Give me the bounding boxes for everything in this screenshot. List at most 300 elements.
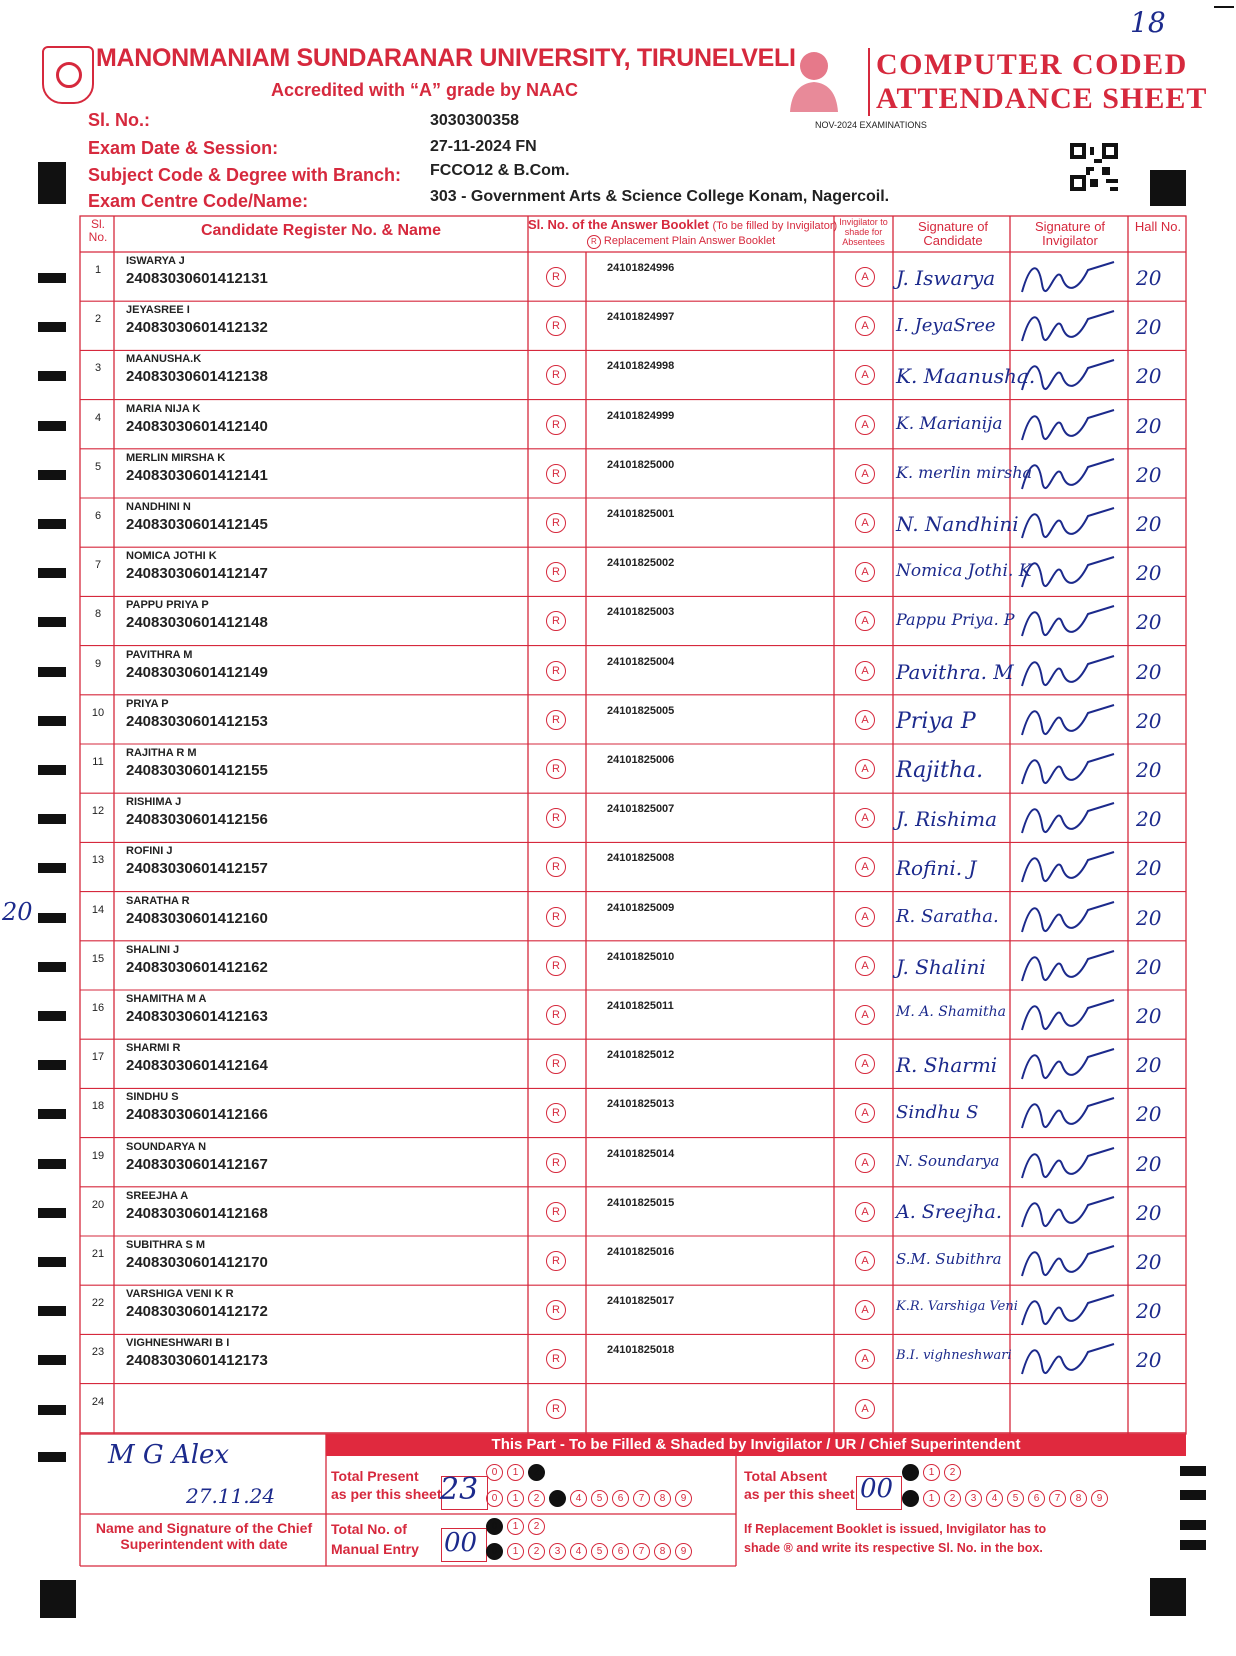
absent-bubble[interactable]: A xyxy=(855,710,875,730)
page-number: 18 xyxy=(1130,6,1166,39)
row-sl: 4 xyxy=(94,411,102,424)
row-sl: 5 xyxy=(94,460,102,473)
digit-bubble[interactable]: 1 xyxy=(507,1464,524,1481)
register-number: 24083030601412141 xyxy=(126,466,268,484)
digit-bubble[interactable]: 7 xyxy=(633,1543,650,1560)
replacement-bubble[interactable]: R xyxy=(546,562,566,582)
absent-bubble[interactable]: A xyxy=(855,1202,875,1222)
register-number: 24083030601412147 xyxy=(126,565,268,583)
timing-mark xyxy=(38,1405,66,1415)
digit-bubble[interactable]: 0 xyxy=(486,1464,503,1481)
date-value: 27-11-2024 FN xyxy=(430,138,537,155)
hall-number: 20 xyxy=(1136,1200,1162,1225)
timing-mark xyxy=(38,814,66,824)
timing-mark xyxy=(38,273,66,283)
candidate-signature: N. Soundarya xyxy=(896,1151,1000,1170)
hall-number: 20 xyxy=(1136,364,1162,389)
register-number: 24083030601412149 xyxy=(126,663,268,681)
invigilator-signature xyxy=(1016,994,1120,1038)
header-sig-candidate: Signature of Candidate xyxy=(917,219,989,249)
timing-mark xyxy=(38,1060,66,1070)
replacement-bubble[interactable]: R xyxy=(546,316,566,336)
absent-bubble[interactable]: A xyxy=(855,1399,875,1419)
register-number: 24083030601412156 xyxy=(126,811,268,829)
booklet-number: 24101824998 xyxy=(607,360,675,373)
digit-bubble[interactable]: 0 xyxy=(902,1464,919,1481)
candidate-signature: S.M. Subithra xyxy=(896,1250,1002,1268)
header-invig-shade: Invigilator to shade for Absentees xyxy=(839,217,888,247)
candidate-name: RAJITHA R M xyxy=(126,747,197,759)
candidate-name: SINDHU S xyxy=(126,1091,179,1104)
absent-label-2: as per this sheet xyxy=(744,1486,855,1502)
register-number: 24083030601412170 xyxy=(126,1254,268,1271)
sheet-title-line1: COMPUTER CODED xyxy=(876,48,1188,81)
replacement-bubble[interactable]: R xyxy=(546,1399,566,1419)
candidate-name: JEYASREE I xyxy=(126,304,190,317)
digit-bubble[interactable]: 2 xyxy=(944,1490,961,1507)
timing-mark xyxy=(38,1306,66,1316)
replacement-bubble[interactable]: R xyxy=(546,1202,566,1222)
candidate-signature: Sindhu S xyxy=(896,1102,979,1124)
register-number: 24083030601412164 xyxy=(126,1057,268,1075)
absent-value-handwritten: 00 xyxy=(860,1474,894,1504)
accreditation: Accredited with “A” grade by NAAC xyxy=(271,80,579,100)
candidate-signature: Pappu Priya. P xyxy=(896,610,1015,630)
header-booklet-note: (To be filled by Invigilator) xyxy=(712,220,838,232)
replacement-bubble[interactable]: R xyxy=(546,365,566,385)
candidate-name: SHAMITHA M A xyxy=(126,993,207,1005)
register-number: 24083030601412162 xyxy=(126,958,268,976)
hall-number: 20 xyxy=(1136,807,1162,832)
register-number: 24083030601412132 xyxy=(126,319,268,337)
timing-mark xyxy=(1180,1490,1206,1500)
absent-bubble[interactable]: A xyxy=(855,316,875,336)
header-booklet xyxy=(528,217,838,232)
invigilator-signature xyxy=(1016,1289,1120,1333)
absent-bubble[interactable]: A xyxy=(855,759,875,779)
university-name: MANONMANIAM SUNDARANAR UNIVERSITY, TIRUNELVELI xyxy=(96,44,796,72)
booklet-number: 24101825001 xyxy=(607,508,675,520)
booklet-number: 24101825003 xyxy=(607,606,675,619)
candidate-signature: R. Sharmi xyxy=(896,1053,998,1078)
register-number: 24083030601412173 xyxy=(126,1352,268,1370)
row-sl: 7 xyxy=(94,559,102,572)
timing-mark xyxy=(38,667,66,677)
centre-label: Exam Centre Code/Name: xyxy=(88,191,309,211)
timing-mark xyxy=(1180,1540,1206,1550)
booklet-number: 24101824997 xyxy=(607,311,675,324)
candidate-signature: N. Nandhini xyxy=(896,512,1019,536)
replacement-bubble[interactable]: R xyxy=(546,1103,566,1123)
invigilator-signature xyxy=(1016,1191,1120,1235)
replacement-bubble[interactable]: R xyxy=(546,759,566,779)
row-sl: 18 xyxy=(91,1100,105,1113)
hall-number: 20 xyxy=(1136,905,1162,930)
invigilator-signature xyxy=(1016,551,1120,595)
invigilator-signature xyxy=(1016,404,1120,448)
absent-label-1: Total Absent xyxy=(744,1468,828,1484)
digit-bubble[interactable]: 2 xyxy=(528,1543,545,1560)
present-label-1: Total Present xyxy=(331,1468,419,1484)
candidate-signature: K. Marianija xyxy=(896,413,1003,434)
digit-bubble[interactable]: 0 xyxy=(486,1518,503,1535)
replacement-bubble[interactable]: R xyxy=(546,661,566,681)
timing-mark xyxy=(38,470,66,480)
digit-bubble[interactable]: 8 xyxy=(654,1490,671,1507)
digit-bubble[interactable]: 9 xyxy=(675,1490,692,1507)
invigilator-signature xyxy=(1016,502,1120,546)
digit-bubble[interactable]: 9 xyxy=(1091,1490,1108,1507)
invigilator-signature xyxy=(1016,600,1120,644)
hall-number: 20 xyxy=(1136,266,1162,290)
timing-mark xyxy=(38,568,66,578)
register-number: 24083030601412157 xyxy=(126,860,268,878)
absent-bubble[interactable]: A xyxy=(855,1103,875,1123)
row-sl: 14 xyxy=(91,903,105,916)
digit-bubble[interactable]: 9 xyxy=(675,1543,692,1560)
timing-mark xyxy=(1180,1520,1206,1530)
digit-bubble[interactable]: 8 xyxy=(1070,1490,1087,1507)
timing-mark xyxy=(38,617,66,627)
timing-mark xyxy=(38,1011,66,1021)
hall-number: 20 xyxy=(1136,315,1162,340)
candidate-signature: Rajitha. xyxy=(896,758,984,783)
candidate-name: ROFINI J xyxy=(126,845,173,858)
booklet-number: 24101825002 xyxy=(607,557,675,570)
absent-bubble[interactable]: A xyxy=(855,1300,875,1320)
digit-bubble[interactable]: 6 xyxy=(1028,1490,1045,1507)
row-sl: 10 xyxy=(91,706,105,719)
row-sl: 19 xyxy=(91,1149,105,1162)
digit-bubble[interactable]: 4 xyxy=(570,1490,587,1507)
digit-bubble[interactable]: 2 xyxy=(528,1464,545,1481)
invigilator-signature xyxy=(1016,1338,1120,1382)
absent-bubble[interactable]: A xyxy=(855,661,875,681)
candidate-name: VARSHIGA VENI K R xyxy=(126,1288,234,1301)
hall-number: 20 xyxy=(1136,1053,1162,1078)
row-sl: 15 xyxy=(91,952,105,965)
register-number: 24083030601412145 xyxy=(126,516,268,533)
candidate-signature: Pavithra. M xyxy=(896,659,1014,684)
digit-bubble[interactable]: 0 xyxy=(486,1543,503,1560)
hall-number: 20 xyxy=(1136,1299,1162,1324)
candidate-name: VIGHNESHWARI B I xyxy=(126,1337,230,1350)
subject-label: Subject Code & Degree with Branch: xyxy=(88,165,402,185)
header-booklet-title: Sl. No. of the Answer Booklet xyxy=(528,217,709,232)
manual-value-handwritten: 00 xyxy=(444,1528,478,1558)
header-replacement-text: Replacement Plain Answer Booklet xyxy=(603,235,776,247)
header-hall: Hall No. xyxy=(1134,219,1182,234)
absent-bubble[interactable]: A xyxy=(855,1054,875,1074)
timing-mark xyxy=(38,1159,66,1169)
candidate-name: ISWARYA J xyxy=(126,255,185,267)
register-number: 24083030601412138 xyxy=(126,368,268,386)
candidate-signature: J. Iswarya xyxy=(896,266,996,290)
header-sl: Sl. No. xyxy=(88,217,108,245)
absent-bubble[interactable]: A xyxy=(855,1251,875,1271)
booklet-number: 24101824996 xyxy=(607,262,675,274)
booklet-number: 24101825007 xyxy=(607,803,675,816)
hall-number: 20 xyxy=(1136,561,1162,586)
candidate-name: SARATHA R xyxy=(126,894,190,907)
absent-bubble[interactable]: A xyxy=(855,562,875,582)
replacement-bubble[interactable]: R xyxy=(546,808,566,828)
chief-date-handwritten: 27.11.24 xyxy=(186,1484,276,1508)
replacement-bubble[interactable]: R xyxy=(546,1251,566,1271)
digit-bubble[interactable]: 5 xyxy=(591,1543,608,1560)
timing-mark xyxy=(38,1208,66,1218)
replacement-bubble[interactable]: R xyxy=(546,464,566,484)
booklet-number: 24101825018 xyxy=(607,1344,675,1357)
hall-number: 20 xyxy=(1136,758,1162,782)
invigilator-signature xyxy=(1016,797,1120,841)
candidate-name: NOMICA JOTHI K xyxy=(126,550,217,563)
candidate-signature: Rofini. J xyxy=(896,856,977,881)
absent-bubble[interactable]: A xyxy=(855,611,875,631)
absent-bubble[interactable]: A xyxy=(855,1153,875,1173)
invigilator-signature xyxy=(1016,305,1120,349)
timing-mark xyxy=(38,716,66,726)
digit-bubble[interactable]: 1 xyxy=(507,1518,524,1535)
present-label-2: as per this sheet xyxy=(331,1486,442,1502)
candidate-name: SHALINI J xyxy=(126,943,180,956)
timing-mark xyxy=(38,421,66,431)
row-sl: 21 xyxy=(91,1248,105,1260)
candidate-signature: K. merlin mirsha xyxy=(896,462,1033,482)
candidate-signature: M. A. Shamitha xyxy=(896,1004,1006,1020)
replacement-bubble[interactable]: R xyxy=(546,513,566,533)
register-number: 24083030601412140 xyxy=(126,417,268,435)
hall-number: 20 xyxy=(1136,1348,1162,1373)
digit-bubble[interactable]: 5 xyxy=(591,1490,608,1507)
digit-bubble[interactable]: 8 xyxy=(654,1543,671,1560)
absent-bubble[interactable]: A xyxy=(855,907,875,927)
hall-number: 20 xyxy=(1136,1151,1162,1176)
booklet-number: 24101825012 xyxy=(607,1049,675,1062)
timing-mark xyxy=(38,1452,66,1462)
hall-number: 20 xyxy=(1136,413,1162,438)
centre-value: 303 - Government Arts & Science College Konam, Nagercoil. xyxy=(430,188,890,205)
row-sl: 8 xyxy=(94,608,102,621)
digit-bubble[interactable]: 4 xyxy=(570,1543,587,1560)
row-sl: 1 xyxy=(94,264,102,276)
row-sl: 13 xyxy=(91,854,105,867)
margin-note: 20 xyxy=(2,898,33,926)
row-sl: 2 xyxy=(94,313,102,326)
invigilator-signature xyxy=(1016,699,1120,743)
timing-mark xyxy=(38,1109,66,1119)
candidate-signature: A. Sreejha. xyxy=(896,1200,1002,1223)
invigilator-signature xyxy=(1016,846,1120,890)
booklet-number: 24101825010 xyxy=(607,950,675,963)
invigilator-signature xyxy=(1016,945,1120,989)
header-candidate: Candidate Register No. & Name xyxy=(200,222,442,239)
digit-bubble[interactable]: 0 xyxy=(902,1490,919,1507)
replacement-bubble[interactable]: R xyxy=(546,907,566,927)
row-sl: 12 xyxy=(91,805,105,818)
absent-bubble[interactable]: A xyxy=(855,267,875,287)
candidate-signature: R. Saratha. xyxy=(896,905,999,927)
timing-mark xyxy=(38,1257,66,1267)
booklet-number: 24101824999 xyxy=(607,409,675,422)
register-number: 24083030601412172 xyxy=(126,1303,268,1321)
candidate-name: PRIYA P xyxy=(126,697,169,710)
timing-mark xyxy=(38,962,66,972)
date-label: Exam Date & Session: xyxy=(88,138,279,158)
booklet-number: 24101825006 xyxy=(607,754,675,766)
replacement-bubble[interactable]: R xyxy=(546,267,566,287)
booklet-number: 24101825000 xyxy=(607,458,675,471)
sheet-title-line2: ATTENDANCE SHEET xyxy=(876,82,1208,115)
replacement-bubble[interactable]: R xyxy=(546,857,566,877)
booklet-number: 24101825014 xyxy=(607,1147,675,1160)
timing-mark xyxy=(1180,1466,1206,1476)
hall-number: 20 xyxy=(1136,708,1162,733)
hall-number: 20 xyxy=(1136,856,1162,881)
register-number: 24083030601412160 xyxy=(126,909,268,927)
replacement-bubble[interactable]: R xyxy=(546,1300,566,1320)
timing-mark xyxy=(38,519,66,529)
candidate-name: NANDHINI N xyxy=(126,501,191,513)
timing-mark xyxy=(38,1355,66,1365)
candidate-name: MARIA NIJA K xyxy=(126,402,201,415)
timing-mark xyxy=(38,863,66,873)
candidate-name: SREEJHA A xyxy=(126,1189,189,1202)
digit-bubble[interactable]: 5 xyxy=(1007,1490,1024,1507)
replacement-bubble[interactable]: R xyxy=(546,1349,566,1369)
candidate-signature: K. Maanusha. xyxy=(896,364,1036,389)
digit-bubble[interactable]: 0 xyxy=(486,1490,503,1507)
absent-bubble[interactable]: A xyxy=(855,1349,875,1369)
replacement-bubble[interactable]: R xyxy=(546,710,566,730)
invigilator-signature xyxy=(1016,256,1120,300)
digit-bubble[interactable]: 1 xyxy=(507,1543,524,1560)
digit-bubble[interactable]: 3 xyxy=(549,1490,566,1507)
candidate-signature: J. Shalini xyxy=(896,954,986,979)
digit-bubble[interactable]: 7 xyxy=(1049,1490,1066,1507)
candidate-signature: K.R. Varshiga Veni xyxy=(896,1299,1018,1315)
digit-bubble[interactable]: 3 xyxy=(549,1543,566,1560)
replacement-bubble[interactable]: R xyxy=(546,1153,566,1173)
booklet-number: 24101825016 xyxy=(607,1246,675,1258)
timing-mark xyxy=(38,765,66,775)
absent-bubble[interactable]: A xyxy=(855,513,875,533)
booklet-number: 24101825004 xyxy=(607,655,675,668)
candidate-signature: Nomica Jothi. K xyxy=(896,561,1032,582)
invigilator-signature xyxy=(1016,650,1120,694)
candidate-name: PAPPU PRIYA P xyxy=(126,599,209,612)
register-number: 24083030601412155 xyxy=(126,762,268,779)
chief-name-handwritten: M G Alex xyxy=(108,1440,230,1470)
absent-bubble[interactable]: A xyxy=(855,1005,875,1025)
replacement-bubble[interactable]: R xyxy=(546,415,566,435)
digit-bubble[interactable]: 1 xyxy=(923,1490,940,1507)
digit-bubble[interactable]: 6 xyxy=(612,1490,629,1507)
candidate-name: SOUNDARYA N xyxy=(126,1140,207,1153)
digit-bubble[interactable]: 4 xyxy=(986,1490,1003,1507)
row-sl: 6 xyxy=(94,510,102,522)
row-sl: 16 xyxy=(91,1002,105,1014)
invigilator-signature xyxy=(1016,896,1120,940)
timing-mark xyxy=(38,913,66,923)
invigilator-signature xyxy=(1016,1142,1120,1186)
header-replacement xyxy=(528,235,834,249)
invigilator-signature xyxy=(1016,354,1120,398)
digit-bubble[interactable]: 7 xyxy=(633,1490,650,1507)
row-sl: 3 xyxy=(94,362,102,375)
hall-number: 20 xyxy=(1136,1250,1162,1274)
booklet-number: 24101825017 xyxy=(607,1295,675,1308)
replacement-bubble[interactable]: R xyxy=(546,1005,566,1025)
booklet-number: 24101825005 xyxy=(607,704,675,717)
absent-bubble[interactable]: A xyxy=(855,956,875,976)
digit-bubble[interactable]: 1 xyxy=(507,1490,524,1507)
exam-session-label: NOV-2024 EXAMINATIONS xyxy=(815,120,927,130)
candidate-name: MERLIN MIRSHA K xyxy=(126,451,226,464)
absent-bubble[interactable]: A xyxy=(855,415,875,435)
digit-bubble[interactable]: 2 xyxy=(944,1464,961,1481)
invigilator-signature xyxy=(1016,1043,1120,1087)
replacement-bubble[interactable]: R xyxy=(546,1054,566,1074)
row-sl: 11 xyxy=(92,756,104,768)
absent-bubble[interactable]: A xyxy=(855,464,875,484)
hall-number: 20 xyxy=(1136,610,1162,635)
candidate-name: MAANUSHA.K xyxy=(126,353,202,366)
register-number: 24083030601412131 xyxy=(126,270,268,287)
timing-mark xyxy=(38,322,66,332)
booklet-number: 24101825015 xyxy=(607,1196,675,1209)
hall-number: 20 xyxy=(1136,1102,1162,1127)
register-number: 24083030601412148 xyxy=(126,614,268,632)
absent-bubble[interactable]: A xyxy=(855,808,875,828)
row-sl: 17 xyxy=(91,1051,105,1064)
header-sig-invigilator: Signature of Invigilator xyxy=(1034,219,1106,249)
candidate-signature: B.I. vighneshwari xyxy=(896,1348,1012,1364)
row-sl: 9 xyxy=(94,657,102,670)
booklet-number: 24101825009 xyxy=(607,901,675,914)
hall-number: 20 xyxy=(1136,954,1162,979)
replacement-r-icon: R xyxy=(587,235,601,249)
absent-bubble[interactable]: A xyxy=(855,365,875,385)
subject-value: FCCO12 & B.Com. xyxy=(430,162,570,179)
digit-bubble[interactable]: 2 xyxy=(528,1518,545,1535)
register-number: 24083030601412153 xyxy=(126,712,268,730)
digit-bubble[interactable]: 6 xyxy=(612,1543,629,1560)
register-number: 24083030601412163 xyxy=(126,1008,268,1025)
present-value-handwritten: 23 xyxy=(440,1472,479,1507)
row-sl: 22 xyxy=(91,1297,105,1310)
chief-label: Name and Signature of the Chief Superintendent with date xyxy=(95,1520,313,1552)
digit-bubble[interactable]: 2 xyxy=(528,1490,545,1507)
hall-number: 20 xyxy=(1136,659,1162,684)
replacement-bubble[interactable]: R xyxy=(546,611,566,631)
hall-number: 20 xyxy=(1136,512,1162,536)
digit-bubble[interactable]: 3 xyxy=(965,1490,982,1507)
row-sl: 24 xyxy=(91,1395,105,1408)
hall-number: 20 xyxy=(1136,462,1162,487)
absent-bubble[interactable]: A xyxy=(855,857,875,877)
row-sl: 23 xyxy=(91,1346,105,1359)
invigilator-signature xyxy=(1016,1092,1120,1136)
digit-bubble[interactable]: 1 xyxy=(923,1464,940,1481)
invigilator-signature xyxy=(1016,748,1120,792)
replacement-bubble[interactable]: R xyxy=(546,956,566,976)
booklet-number: 24101825013 xyxy=(607,1098,675,1111)
hall-number: 20 xyxy=(1136,1004,1162,1028)
candidate-name: SHARMI R xyxy=(126,1042,181,1055)
register-number: 24083030601412166 xyxy=(126,1106,268,1124)
candidate-name: RISHIMA J xyxy=(126,796,182,809)
